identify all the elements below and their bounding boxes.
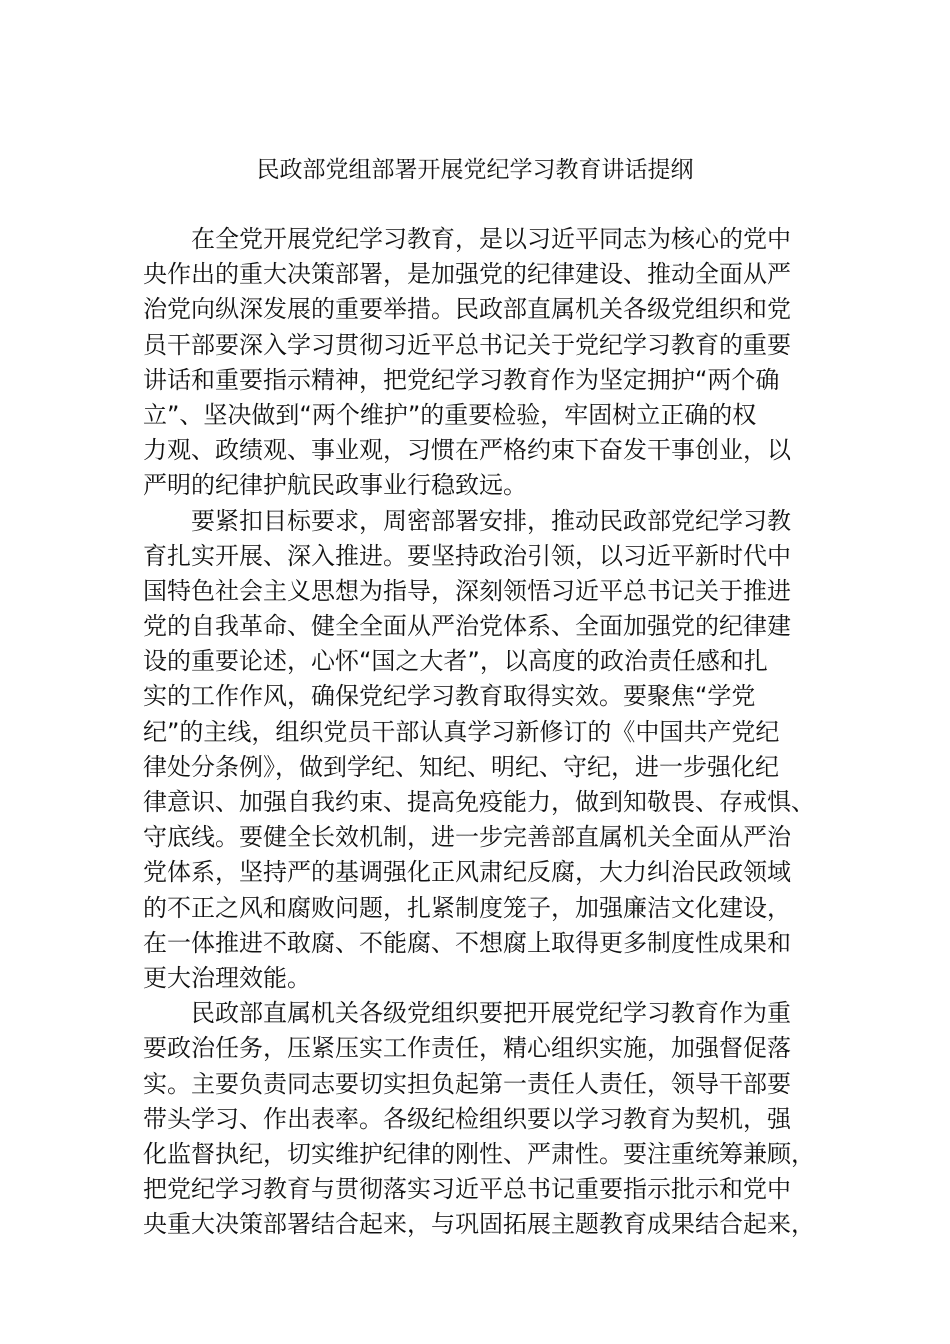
text-line: 育扎实开展、深入推进。要坚持政治引领，以习近平新时代中: [143, 541, 791, 570]
text-line: 化监督执纪，切实维护纪律的刚性、严肃性。要注重统筹兼顾，: [143, 1139, 815, 1168]
text-line: 更大治理效能。: [143, 963, 311, 992]
text-line: 力观、政绩观、事业观，习惯在严格约束下奋发干事创业，以: [143, 436, 791, 465]
text-line: 党的自我革命、健全全面从严治党体系、全面加强党的纪律建: [143, 612, 791, 641]
text-line: 实。主要负责同志要切实担负起第一责任人责任，领导干部要: [143, 1069, 791, 1098]
text-line: 带头学习、作出表率。各级纪检组织要以学习教育为契机，强: [143, 1104, 791, 1133]
text-line: 讲话和重要指示精神，把党纪学习教育作为坚定拥护“两个确: [143, 365, 780, 394]
text-line: 的不正之风和腐败问题，扎紧制度笼子，加强廉洁文化建设，: [143, 893, 791, 922]
text-line: 国特色社会主义思想为指导，深刻领悟习近平总书记关于推进: [143, 576, 791, 605]
text-line: 守底线。要健全长效机制，进一步完善部直属机关全面从严治: [143, 823, 791, 852]
text-line: 央重大决策部署结合起来，与巩固拓展主题教育成果结合起来，: [143, 1210, 815, 1239]
text-line: 民政部直属机关各级党组织要把开展党纪学习教育作为重: [191, 999, 791, 1028]
text-line: 央作出的重大决策部署，是加强党的纪律建设、推动全面从严: [143, 260, 791, 289]
text-line: 在一体推进不敢腐、不能腐、不想腐上取得更多制度性成果和: [143, 928, 791, 957]
text-line: 要紧扣目标要求，周密部署安排，推动民政部党纪学习教: [191, 506, 791, 535]
text-line: 治党向纵深发展的重要举措。民政部直属机关各级党组织和党: [143, 295, 791, 324]
text-line: 纪”的主线，组织党员干部认真学习新修订的《中国共产党纪: [143, 717, 780, 746]
text-line: 员干部要深入学习贯彻习近平总书记关于党纪学习教育的重要: [143, 330, 791, 359]
text-line: 严明的纪律护航民政事业行稳致远。: [143, 471, 527, 500]
paragraph-1: [143, 222, 823, 504]
paragraph-3: [143, 996, 823, 1242]
text-line: 要政治任务，压紧压实工作责任，精心组织实施，加强督促落: [143, 1034, 791, 1063]
text-line: 把党纪学习教育与贯彻落实习近平总书记重要指示批示和党中: [143, 1175, 791, 1204]
document-body: [143, 222, 823, 1242]
text-line: 律处分条例》，做到学纪、知纪、明纪、守纪，进一步强化纪: [143, 752, 779, 781]
text-line: 设的重要论述，心怀“国之大者”，以高度的政治责任感和扎: [143, 647, 768, 676]
document-title: 民政部党组部署开展党纪学习教育讲话提纲: [256, 157, 694, 183]
paragraph-2: [143, 504, 823, 997]
text-line: 立”、坚决做到“两个维护”的重要检验，牢固树立正确的权: [143, 400, 757, 429]
text-line: 在全党开展党纪学习教育，是以习近平同志为核心的党中: [191, 225, 791, 253]
text-line: 实的工作作风，确保党纪学习教育取得实效。要聚焦“学党: [143, 682, 756, 711]
text-line: 党体系，坚持严的基调强化正风肃纪反腐，大力纠治民政领域: [143, 858, 791, 887]
text-line: 律意识、加强自我约束、提高免疫能力，做到知敬畏、存戒惧、: [143, 788, 815, 816]
